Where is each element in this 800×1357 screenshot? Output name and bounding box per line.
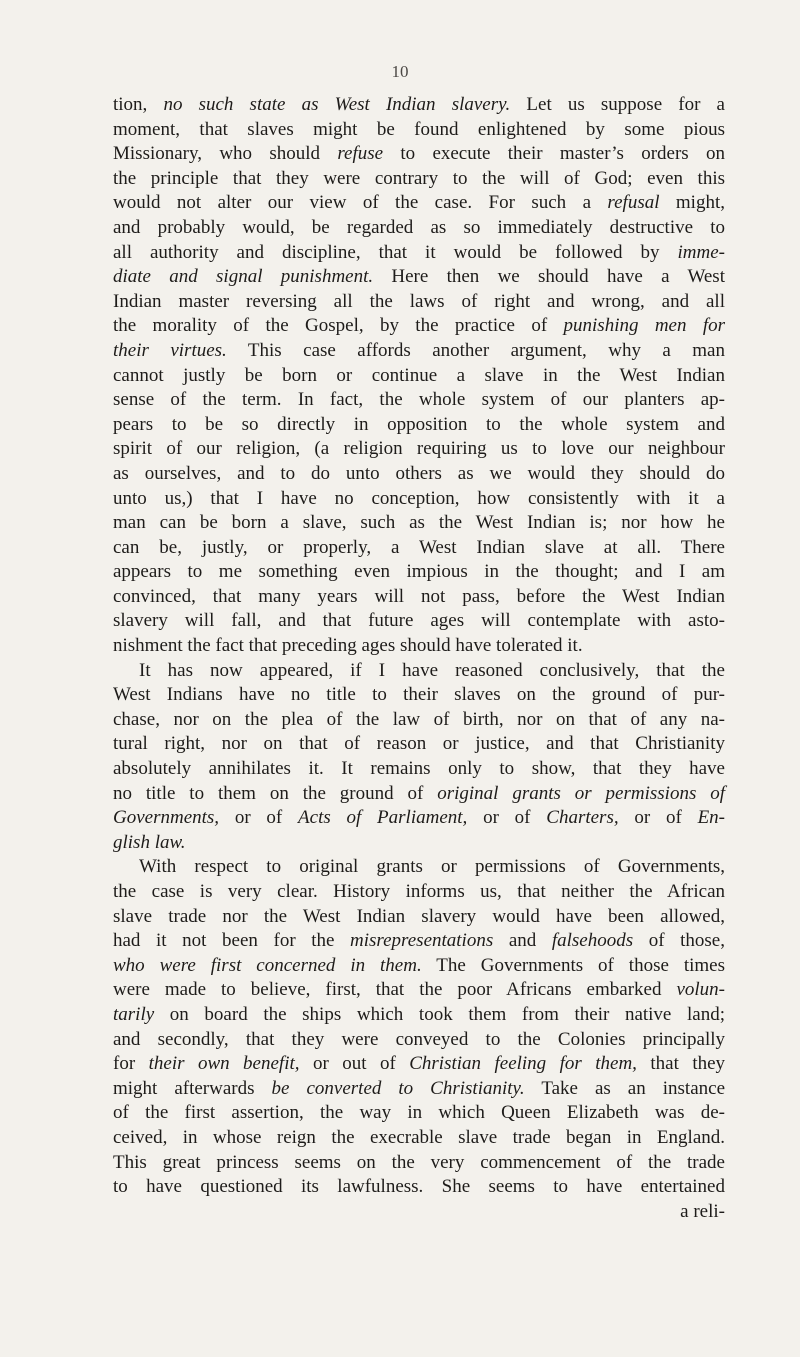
- text-line: [113, 339, 725, 364]
- text-line: [113, 265, 725, 290]
- text-span: ceived, in whose reign the execrable slave trade began in England.: [113, 1126, 725, 1148]
- text-line: [113, 216, 725, 241]
- text-span: a reli-: [680, 1200, 725, 1222]
- text-span: pears to be so directly in opposition to the whole system and: [113, 413, 725, 435]
- text-line: [113, 905, 725, 930]
- text-span: or out of: [299, 1053, 410, 1075]
- text-span: that they: [636, 1053, 726, 1075]
- text-span: This great princess seems on the very commencement of the trade: [113, 1151, 725, 1173]
- text-line: [113, 511, 725, 536]
- text-line: [113, 1028, 725, 1053]
- text-span: slave trade nor the West Indian slavery would have been allowed,: [113, 905, 725, 927]
- text-span: This case affords another argument, why a man: [226, 339, 725, 361]
- text-line: [113, 290, 725, 315]
- text-line: [113, 683, 725, 708]
- italic-text: refusal: [607, 192, 660, 214]
- text-span: Here then we should have a West: [373, 266, 725, 288]
- text-span: had it not been for the: [113, 930, 351, 952]
- text-line: [113, 1077, 725, 1102]
- text-span: would not alter our view of the case. For such a: [113, 192, 608, 214]
- text-line: [113, 757, 725, 782]
- text-line: [113, 1151, 725, 1176]
- text-span: West Indians have no title to their slaves on the ground of pur-: [113, 684, 725, 706]
- text-line: [113, 364, 725, 389]
- text-span: chase, nor on the plea of the law of birth, nor on that of any na-: [113, 708, 725, 730]
- body-text: [113, 93, 725, 1224]
- text-line: [113, 191, 725, 216]
- text-line: [113, 1101, 725, 1126]
- italic-text: En-: [697, 807, 726, 829]
- text-line: [113, 167, 725, 192]
- text-span: can be, justly, or properly, a West Indian slave at all. There: [113, 536, 725, 558]
- text-span: of the first assertion, the way in which Queen Elizabeth was de-: [113, 1102, 725, 1124]
- text-line: [113, 732, 725, 757]
- text-line: [113, 978, 725, 1003]
- text-span: as ourselves, and to do unto others as we would they should do: [113, 462, 725, 484]
- italic-text: Christian feeling for them,: [409, 1053, 637, 1075]
- text-span: Take as an instance: [524, 1077, 725, 1099]
- text-line: [113, 437, 725, 462]
- text-line: [113, 1052, 725, 1077]
- text-span: slavery will fall, and that future ages will contemplate with asto-: [113, 610, 725, 632]
- italic-text: their virtues.: [113, 339, 227, 361]
- text-line: [113, 708, 725, 733]
- text-span: nishment the fact that preceding ages should have tolerated it.: [113, 635, 583, 657]
- italic-text: falsehoods: [551, 930, 634, 952]
- text-span: or of: [219, 807, 299, 829]
- text-line: [113, 585, 725, 610]
- text-span: to execute their master’s orders on: [383, 143, 725, 165]
- text-span: tural right, nor on that of reason or justice, and that Christianity: [113, 733, 725, 755]
- italic-text: Charters,: [546, 807, 619, 829]
- italic-text: original grants or permissions of: [437, 782, 725, 804]
- text-span: spirit of our religion, (a religion requiring us to love our neighbour: [113, 438, 725, 460]
- text-span: and secondly, that they were conveyed to the Colonies principally: [113, 1028, 725, 1050]
- text-span: or of: [618, 807, 698, 829]
- text-span: Missionary, who should: [113, 143, 338, 165]
- text-span: sense of the term. In fact, the whole system of our planters ap-: [113, 389, 725, 411]
- italic-text: punishing men for: [563, 315, 725, 337]
- text-line: [113, 1175, 725, 1200]
- text-span: of those,: [633, 930, 725, 952]
- text-span: absolutely annihilates it. It remains only to show, that they have: [113, 758, 725, 780]
- text-span: and: [493, 930, 552, 952]
- text-span: unto us,) that I have no conception, how consistently with it a: [113, 487, 725, 509]
- text-span: the morality of the Gospel, by the practice of: [113, 315, 564, 337]
- text-span: were made to believe, first, that the poor Africans embarked: [113, 979, 677, 1001]
- italic-text: be converted to: [271, 1077, 414, 1099]
- text-span: or of: [467, 807, 547, 829]
- text-span: cannot justly be born or continue a slave in the West Indian: [113, 364, 725, 386]
- text-span: the case is very clear. History informs us, that neither the African: [113, 881, 725, 902]
- italic-text: glish law.: [113, 831, 186, 853]
- italic-text: no such state as West Indian slavery.: [163, 94, 511, 115]
- italic-text: Acts of Parliament,: [298, 807, 468, 829]
- text-line: [113, 782, 725, 807]
- text-line: [113, 806, 725, 831]
- text-span: the principle that they were contrary to the will of God; even this: [113, 167, 725, 189]
- text-line: [113, 634, 725, 659]
- text-line: [113, 659, 725, 684]
- text-line: [113, 1003, 725, 1028]
- text-line: [113, 314, 725, 339]
- text-span: [413, 1078, 430, 1099]
- italic-text: volun-: [676, 979, 725, 1001]
- text-line: [113, 831, 725, 856]
- italic-text: who were first concerned in them.: [113, 954, 422, 976]
- text-line: [113, 118, 725, 143]
- text-span: and probably would, be regarded as so immediately destructive to: [113, 216, 725, 238]
- text-span: to have questioned its lawfulness. She seems to have entertained: [113, 1176, 725, 1198]
- text-span: appears to me something even impious in the thought; and I am: [113, 561, 725, 583]
- text-span: all authority and discipline, that it would be followed by: [113, 241, 678, 263]
- italic-text: Governments,: [113, 807, 220, 829]
- text-line: [113, 462, 725, 487]
- text-span: on board the ships which took them from their native land;: [154, 1003, 725, 1025]
- italic-text: tarily: [113, 1003, 155, 1025]
- text-span: convinced, that many years will not pass, before the West Indian: [113, 585, 725, 607]
- catchword: [113, 1200, 725, 1225]
- italic-text: refuse: [337, 143, 384, 165]
- text-line: [113, 413, 725, 438]
- text-line: [113, 560, 725, 585]
- text-span: might,: [659, 192, 725, 214]
- text-line: [113, 487, 725, 512]
- text-span: might afterwards: [113, 1077, 272, 1099]
- text-line: [113, 609, 725, 634]
- italic-text: Christianity.: [430, 1077, 525, 1099]
- text-span: With respect to original grants or permissions of Governments,: [139, 856, 725, 878]
- text-line: [113, 93, 725, 118]
- italic-text: imme-: [677, 241, 725, 263]
- text-span: no title to them on the ground of: [113, 782, 438, 804]
- italic-text: diate and signal punishment.: [113, 266, 374, 288]
- text-span: tion,: [113, 94, 164, 115]
- text-line: [113, 855, 725, 880]
- text-span: It has now appeared, if I have reasoned conclusively, that the: [139, 659, 725, 681]
- text-span: Let us suppose for a: [510, 94, 725, 115]
- text-line: [113, 880, 725, 905]
- text-line: [113, 954, 725, 979]
- text-span: man can be born a slave, such as the West Indian is; nor how he: [113, 512, 725, 534]
- page-number: 10: [391, 62, 409, 81]
- text-line: [113, 142, 725, 167]
- italic-text: misrepresentations: [350, 930, 494, 952]
- text-line: [113, 241, 725, 266]
- text-line: [113, 388, 725, 413]
- text-span: The Governments of those times: [421, 954, 725, 976]
- text-line: [113, 536, 725, 561]
- text-span: moment, that slaves might be found enlightened by some pious: [113, 118, 725, 140]
- text-line: [113, 1126, 725, 1151]
- text-span: Indian master reversing all the laws of right and wrong, and all: [113, 290, 725, 312]
- italic-text: their own benefit,: [148, 1053, 300, 1075]
- text-span: for: [113, 1053, 149, 1075]
- text-line: [113, 929, 725, 954]
